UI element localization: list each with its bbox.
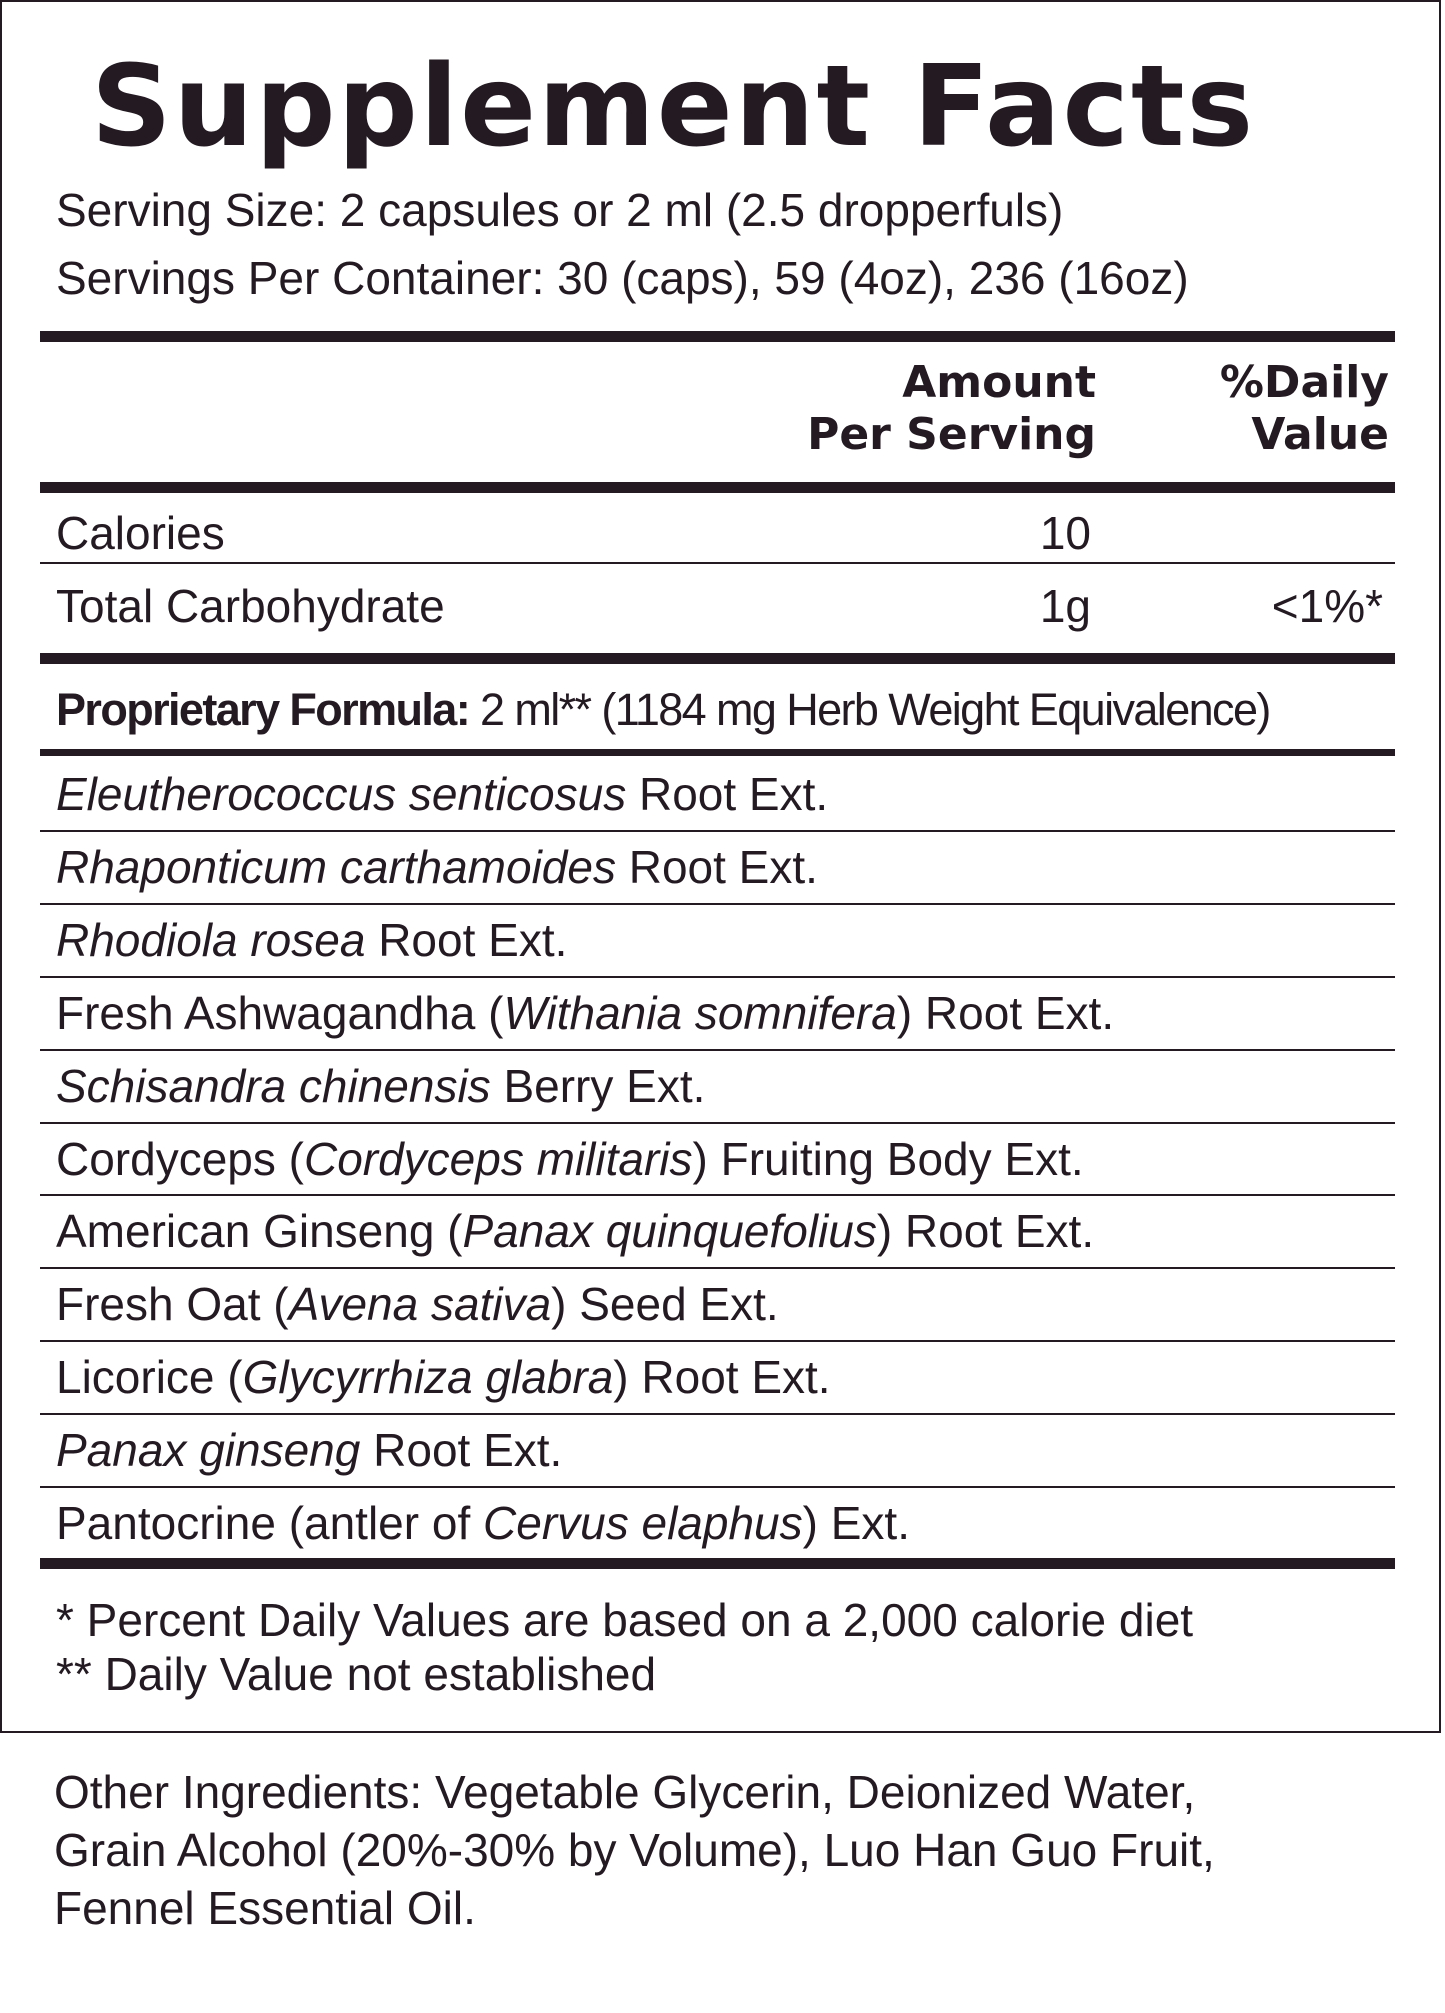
ingredient-latin-name: Schisandra chinensis	[56, 1059, 491, 1112]
ingredient-latin-name: Glycyrrhiza glabra	[242, 1351, 614, 1404]
ingredient-row	[56, 839, 818, 895]
ingredient-text: ) Root Ext.	[896, 986, 1115, 1039]
ingredient-divider	[40, 1486, 1395, 1488]
ingredient-text: Berry Ext.	[490, 1059, 706, 1112]
ingredient-latin-name: Rhaponticum carthamoides	[56, 840, 616, 893]
ingredient-row	[56, 1276, 779, 1332]
row-divider	[40, 562, 1395, 564]
ingredient-divider	[40, 1340, 1395, 1342]
ingredient-row	[56, 1349, 831, 1405]
ingredient-text: Root Ext.	[626, 768, 829, 820]
formula-label: Proprietary Formula:	[56, 684, 470, 735]
nutrient-name: Calories	[56, 507, 225, 559]
ingredient-text: ) Ext.	[802, 1497, 910, 1549]
ingredient-text: Root Ext.	[615, 840, 818, 893]
ingredient-divider	[40, 1413, 1395, 1415]
ingredient-text: Root Ext.	[365, 913, 568, 966]
serving-size: Serving Size: 2 capsules or 2 ml (2.5 dropperfuls)	[56, 184, 1064, 236]
ingredient-divider	[40, 1049, 1395, 1051]
dv-header-line1: %Daily	[1219, 357, 1389, 408]
header-bottom-rule	[40, 482, 1395, 493]
servings-per-container: Servings Per Container: 30 (caps), 59 (4oz), 236 (16oz)	[56, 252, 1189, 304]
daily-value-header	[1220, 357, 1389, 461]
ingredient-latin-name: Avena sativa	[288, 1278, 552, 1331]
ingredient-latin-name: Cordyceps militaris	[303, 1132, 693, 1185]
formula-detail: 2 ml** (1184 mg Herb Weight Equivalence)	[469, 684, 1270, 735]
other-ingredients-line: Grain Alcohol (20%-30% by Volume), Luo Han Guo Fruit,	[54, 1824, 1215, 1876]
ingredient-divider	[40, 1194, 1395, 1196]
ingredient-row	[56, 912, 567, 968]
nutrient-amount: 10	[1039, 507, 1091, 559]
ingredient-text: Fresh Ashwagandha (	[56, 986, 504, 1039]
ingredient-latin-name: Eleutherococcus senticosus	[56, 768, 627, 820]
ingredient-row	[56, 1131, 1084, 1187]
nutrient-amount: 1g	[1039, 580, 1091, 632]
ingredient-text: ) Fruiting Body Ext.	[692, 1132, 1084, 1185]
nutrient-name: Total Carbohydrate	[56, 580, 445, 632]
nutrients-bottom-rule	[40, 653, 1395, 664]
ingredient-divider	[40, 976, 1395, 978]
ingredient-text: Fresh Oat (	[56, 1278, 289, 1331]
ingredient-latin-name: Panax quinquefolius	[462, 1205, 877, 1258]
ingredient-latin-name: Panax ginseng	[56, 1424, 361, 1477]
ingredient-row	[56, 1203, 1094, 1259]
panel-title: Supplement Facts	[91, 42, 1256, 172]
ingredient-text: Root Ext.	[360, 1424, 563, 1477]
footnote-daily-values: * Percent Daily Values are based on a 2,000 calorie diet	[56, 1594, 1194, 1646]
proprietary-formula	[56, 682, 1270, 738]
amount-header-line2: Per Serving	[807, 409, 1096, 460]
ingredient-divider	[40, 1267, 1395, 1269]
ingredient-latin-name: Cervus elaphus	[483, 1497, 803, 1549]
ingredient-text: ) Seed Ext.	[551, 1278, 779, 1331]
ingredient-text: Licorice (	[56, 1351, 243, 1404]
dv-header-line2: Value	[1251, 409, 1389, 460]
ingredient-divider	[40, 903, 1395, 905]
ingredient-text: American Ginseng (	[56, 1205, 463, 1258]
other-ingredients-line: Fennel Essential Oil.	[54, 1882, 476, 1934]
ingredient-divider	[40, 830, 1395, 832]
ingredients-bottom-rule	[40, 1558, 1395, 1569]
ingredient-latin-name: Rhodiola rosea	[56, 913, 366, 966]
other-ingredients-line: Other Ingredients: Vegetable Glycerin, Deionized Water,	[54, 1766, 1196, 1818]
ingredient-latin-name: Withania somnifera	[503, 986, 897, 1039]
ingredient-divider	[40, 1122, 1395, 1124]
ingredient-row	[56, 1058, 705, 1114]
header-top-rule	[40, 331, 1395, 342]
other-ingredients	[54, 1763, 1215, 1937]
amount-header-line1: Amount	[902, 357, 1096, 408]
nutrient-dv: <1%*	[1271, 580, 1383, 632]
ingredient-text: Cordyceps (	[56, 1132, 304, 1185]
ingredient-row	[56, 1422, 562, 1478]
ingredient-text: ) Root Ext.	[876, 1205, 1095, 1258]
ingredient-row	[56, 1495, 910, 1551]
formula-rule	[40, 749, 1395, 756]
ingredient-text: ) Root Ext.	[613, 1351, 831, 1404]
footnote-not-established: ** Daily Value not established	[56, 1648, 657, 1700]
ingredient-text: Pantocrine (antler of	[56, 1497, 484, 1549]
ingredient-row	[56, 985, 1114, 1041]
amount-per-serving-header	[807, 357, 1096, 461]
ingredient-row	[56, 766, 828, 822]
